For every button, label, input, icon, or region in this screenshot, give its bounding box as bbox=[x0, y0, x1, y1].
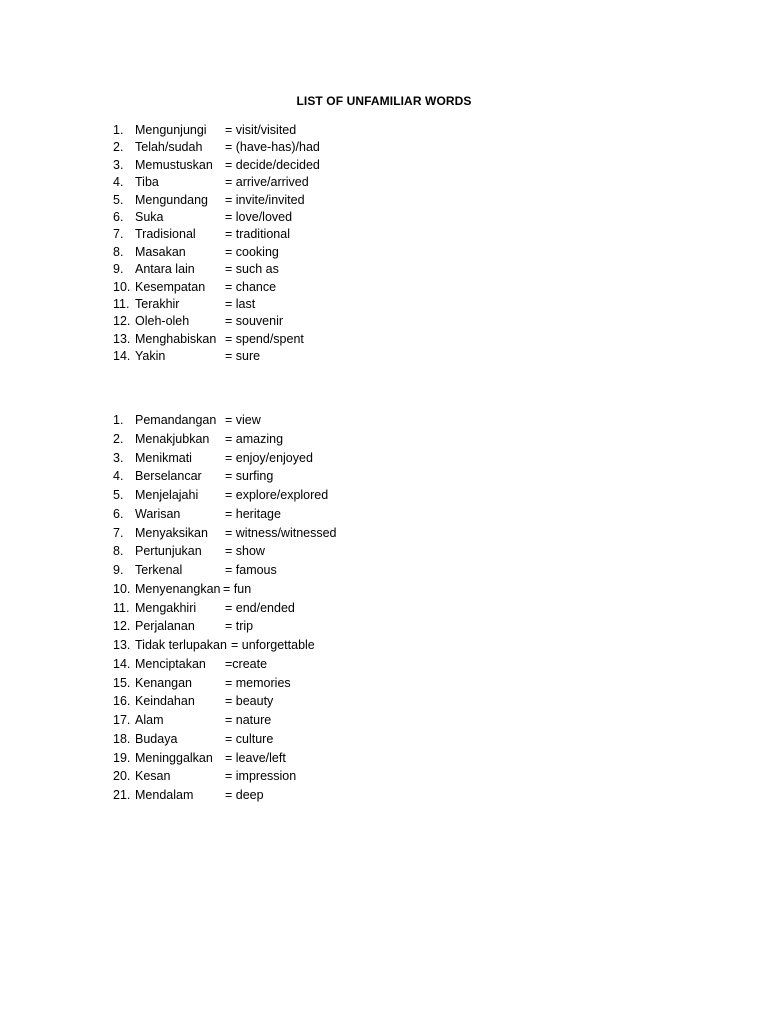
item-meaning: = surfing bbox=[225, 469, 274, 484]
item-number: 9. bbox=[113, 262, 124, 277]
item-number: 3. bbox=[113, 157, 124, 172]
item-meaning: = love/loved bbox=[225, 209, 293, 224]
item-number: 5. bbox=[113, 192, 124, 207]
item-word: Memustuskan bbox=[135, 157, 213, 172]
item-word: Terkenal bbox=[135, 563, 183, 577]
item-number: 10. bbox=[113, 279, 131, 294]
item-word: Suka bbox=[135, 209, 164, 224]
item-word: Menghabiskan bbox=[135, 331, 217, 346]
item-number: 15. bbox=[113, 675, 131, 690]
item-number: 2. bbox=[113, 431, 124, 446]
item-number: 16. bbox=[113, 694, 131, 709]
item-number: 18. bbox=[113, 731, 131, 746]
item-word: Warisan bbox=[135, 506, 181, 521]
item-number: 13. bbox=[113, 331, 131, 346]
item-word: Mengunjungi bbox=[135, 123, 207, 137]
item-number: 7. bbox=[113, 525, 124, 540]
item-meaning: = beauty bbox=[225, 694, 274, 709]
item-meaning: = impression bbox=[225, 769, 297, 784]
item-word: Mengakhiri bbox=[135, 600, 197, 615]
item-number: 4. bbox=[113, 175, 124, 190]
item-word: Tidak terlupakan bbox=[135, 638, 227, 652]
item-meaning: = invite/invited bbox=[225, 192, 305, 207]
item-word: Perjalanan bbox=[135, 619, 195, 634]
item-word: Oleh-oleh bbox=[135, 314, 190, 329]
item-word: Budaya bbox=[135, 731, 178, 746]
item-meaning: = famous bbox=[225, 563, 277, 577]
item-word: Menciptakan bbox=[135, 656, 206, 671]
item-meaning: = arrive/arrived bbox=[225, 175, 309, 190]
item-meaning: = unforgettable bbox=[231, 638, 315, 652]
item-meaning: = decide/decided bbox=[225, 157, 320, 172]
page-title: LIST OF UNFAMILIAR WORDS bbox=[296, 94, 472, 108]
item-meaning: = trip bbox=[225, 619, 254, 634]
item-number: 8. bbox=[113, 244, 124, 259]
item-number: 11. bbox=[113, 600, 130, 615]
item-meaning: = sure bbox=[225, 349, 261, 364]
item-number: 8. bbox=[113, 544, 124, 559]
item-word: Mengundang bbox=[135, 192, 208, 207]
item-meaning: = enjoy/enjoyed bbox=[225, 450, 313, 465]
item-meaning: = nature bbox=[225, 713, 272, 727]
item-meaning: =create bbox=[225, 656, 268, 671]
item-number: 7. bbox=[113, 227, 124, 242]
item-word: Masakan bbox=[135, 244, 186, 259]
item-word: Tradisional bbox=[135, 227, 196, 242]
item-meaning: = deep bbox=[225, 788, 264, 802]
item-meaning: = spend/spent bbox=[225, 331, 304, 346]
item-number: 12. bbox=[113, 314, 131, 329]
item-meaning: = traditional bbox=[225, 227, 290, 242]
item-word: Kenangan bbox=[135, 675, 193, 690]
item-word: Kesempatan bbox=[135, 279, 206, 294]
item-word: Keindahan bbox=[135, 694, 195, 709]
item-word: Kesan bbox=[135, 769, 171, 784]
item-word: Alam bbox=[135, 713, 164, 727]
item-meaning: = souvenir bbox=[225, 314, 284, 329]
item-word: Berselancar bbox=[135, 469, 202, 484]
item-word: Yakin bbox=[135, 349, 166, 364]
item-word: Menjelajahi bbox=[135, 488, 199, 502]
item-number: 13. bbox=[113, 638, 131, 652]
item-meaning: = witness/witnessed bbox=[225, 525, 337, 540]
item-number: 14. bbox=[113, 349, 131, 364]
item-meaning: = leave/left bbox=[225, 750, 286, 765]
item-number: 5. bbox=[113, 488, 124, 502]
item-meaning: = view bbox=[225, 413, 261, 427]
item-number: 17. bbox=[113, 713, 131, 727]
item-meaning: = end/ended bbox=[225, 600, 295, 615]
item-number: 9. bbox=[113, 563, 124, 577]
item-meaning: = last bbox=[225, 296, 256, 311]
item-meaning: = chance bbox=[225, 279, 277, 294]
item-word: Mendalam bbox=[135, 788, 194, 802]
item-number: 19. bbox=[113, 750, 131, 765]
item-number: 14. bbox=[113, 656, 131, 671]
item-meaning: = show bbox=[225, 544, 265, 559]
item-word: Menyenangkan bbox=[135, 581, 221, 596]
item-meaning: = visit/visited bbox=[225, 123, 297, 137]
item-word: Menikmati bbox=[135, 450, 192, 465]
item-word: Menyaksikan bbox=[135, 525, 208, 540]
item-word: Terakhir bbox=[135, 296, 180, 311]
item-number: 20. bbox=[113, 769, 131, 784]
item-word: Meninggalkan bbox=[135, 750, 213, 765]
item-number: 12. bbox=[113, 619, 131, 634]
item-word: Menakjubkan bbox=[135, 431, 210, 446]
item-number: 1. bbox=[113, 413, 124, 427]
item-number: 10. bbox=[113, 581, 131, 596]
item-word: Tiba bbox=[135, 175, 159, 190]
item-meaning: = heritage bbox=[225, 506, 281, 521]
item-number: 6. bbox=[113, 506, 124, 521]
item-word: Antara lain bbox=[135, 262, 195, 277]
item-meaning: = amazing bbox=[225, 431, 284, 446]
item-meaning: = explore/explored bbox=[225, 488, 329, 502]
item-number: 11. bbox=[113, 296, 130, 311]
item-word: Pertunjukan bbox=[135, 544, 202, 559]
item-meaning: = such as bbox=[225, 262, 279, 277]
item-meaning: = cooking bbox=[225, 244, 279, 259]
item-word: Telah/sudah bbox=[135, 140, 203, 155]
item-number: 6. bbox=[113, 209, 124, 224]
item-meaning: = memories bbox=[225, 675, 291, 690]
item-meaning: = (have-has)/had bbox=[225, 140, 320, 155]
item-word: Pemandangan bbox=[135, 413, 217, 427]
item-number: 1. bbox=[113, 123, 124, 137]
item-meaning: = culture bbox=[225, 731, 274, 746]
item-number: 4. bbox=[113, 469, 124, 484]
item-number: 2. bbox=[113, 140, 124, 155]
item-number: 3. bbox=[113, 450, 124, 465]
item-meaning: = fun bbox=[223, 581, 252, 596]
item-number: 21. bbox=[113, 788, 131, 802]
